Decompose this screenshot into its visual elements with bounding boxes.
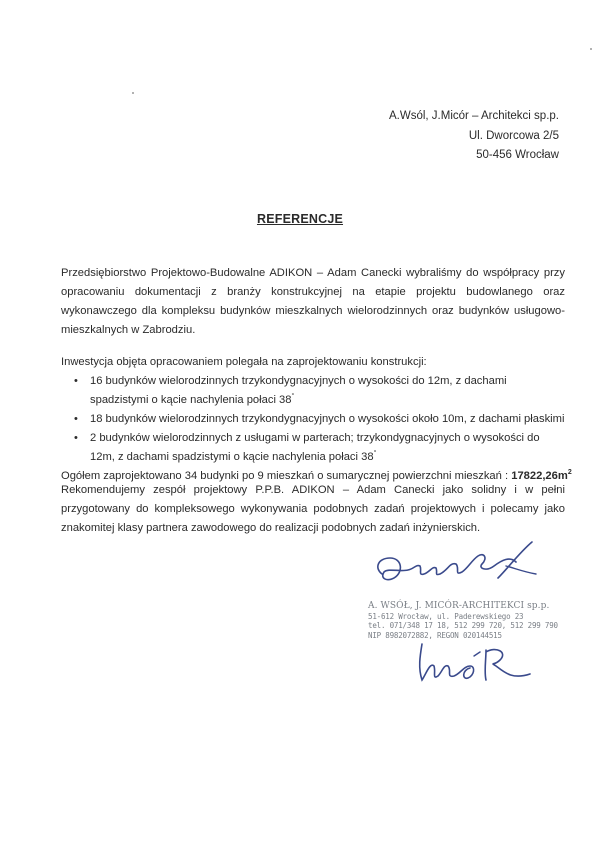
signature-wsol (368, 538, 558, 598)
bullet-icon: • (74, 432, 78, 444)
scan-speck (590, 48, 592, 50)
stamp-address: 51-612 Wrocław, ul. Paderewskiego 23 (368, 611, 524, 621)
stamp-nip-regon: NIP 8982072882, REGON 020144515 (368, 630, 502, 640)
list-item: • 16 budynków wielorodzinnych trzykondygnacyjnych o wysokości do 12m, z dachami spadzistymi o kącie nachylenia połaci 38° (61, 372, 565, 410)
investment-section (61, 353, 572, 486)
address-line-city: 50-456 Wrocław (476, 149, 559, 161)
company-stamp (368, 602, 558, 640)
summary-line: Ogółem zaprojektowano 34 budynki po 9 mieszkań o sumarycznej powierzchni mieszkań : $17822,26m^2$ (61, 469, 572, 482)
bullet-icon: • (74, 413, 78, 425)
list-item: • 2 budynków wielorodzinnych z usługami w parterach; trzykondygnacyjnych o wysokości do 12m, z dachami spadzistymi o kącie nachylenia połaci 38° (61, 429, 565, 467)
stamp-title: A. WSÓŁ, J. MICÓR-ARCHITEKCI sp.p. (368, 601, 550, 611)
signature-micor (412, 640, 562, 690)
total-area-value: $17822,26m^2$ (511, 469, 572, 482)
investment-intro: Inwestycja objęta opracowaniem polegała na zaprojektowaniu konstrukcji: (61, 356, 427, 368)
scan-speck (132, 92, 134, 94)
address-line-street: Ul. Dworcowa 2/5 (468, 129, 559, 142)
address-line-company: A.Wsól, J.Micór – Architekci sp.p. (389, 110, 559, 122)
bullet-icon: • (74, 375, 78, 387)
building-list (61, 372, 565, 467)
recipient-address-block (389, 107, 559, 166)
paragraph-recommendation: Rekomendujemy zespół projektowy P.P.B. ADIKON – Adam Canecki jako solidny i w pełni przygotowany do kompleksowego wykonywania podobnych zadań projektowych i polecamy jako znakomitej klasy partnera zawodowego do realizacji podobnych zadań inżynierskich. (61, 484, 565, 534)
paragraph-introduction: Przedsiębiorstwo Projektowo-Budowalne ADIKON – Adam Canecki wybraliśmy do współpracy przy opracowaniu dokumentacji z branży konstrukcyjnej na etapie projektu budowlanego oraz wykonawczego dla kompleksu budynków mieszkalnych wielorodzinnych oraz budynków usługowo-mieszkalnych w Zabrodziu. (61, 267, 565, 336)
document-title: REFERENCJE (256, 212, 344, 226)
list-item: • 18 budynków wielorodzinnych trzykondygnacyjnych o wysokości około 10m, z dachami płaskimi (61, 410, 565, 429)
stamp-phone: tel. 071/348 17 18, 512 299 720, 512 299 790 (368, 621, 558, 630)
